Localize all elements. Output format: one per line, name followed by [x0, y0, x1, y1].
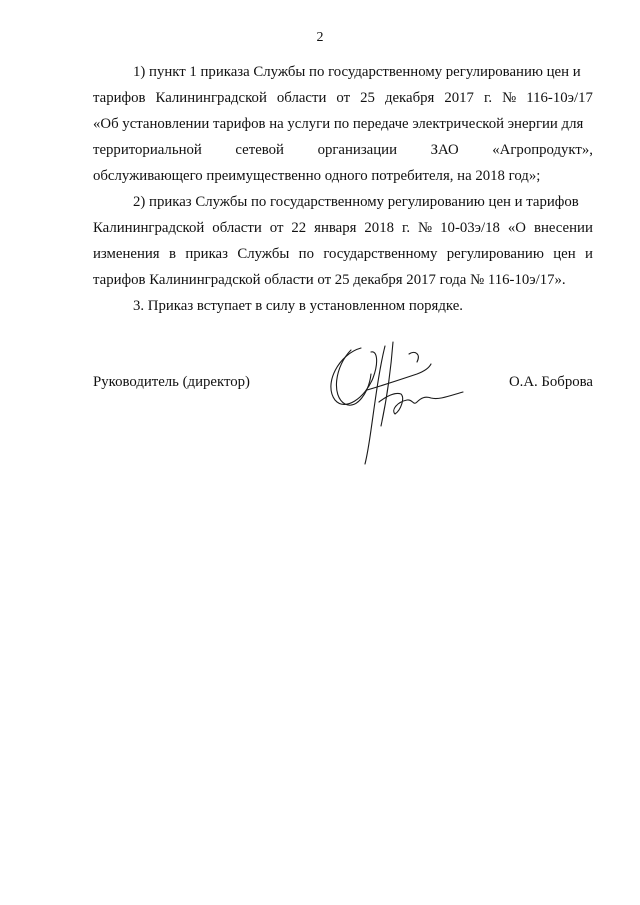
- text-line: обслуживающего преимущественно одного потребителя, на 2018 год»;: [93, 168, 541, 184]
- paragraph-2: [93, 189, 593, 293]
- handwritten-signature: [321, 340, 481, 470]
- text-line: «Об установлении тарифов на услуги по передаче электрической энергии для: [93, 116, 584, 132]
- text-line: Калининградской области от 22 января 2018 г. № 10-03э/18 «О внесении: [93, 220, 593, 236]
- text-line: 1) пункт 1 приказа Службы по государственному регулированию цен и: [133, 64, 581, 80]
- document-body: [93, 59, 593, 319]
- text-line: тарифов Калининградской области от 25 декабря 2017 года № 116-10э/17».: [93, 272, 566, 288]
- signature-block: [93, 370, 593, 470]
- page-number: 2: [316, 30, 324, 45]
- paragraph-3: [93, 293, 593, 319]
- text-line: территориальной сетевой организации ЗАО «Агропродукт»,: [93, 142, 593, 158]
- signatory-name: О.А. Боброва: [508, 374, 593, 390]
- text-line: тарифов Калининградской области от 25 декабря 2017 г. № 116-10э/17: [93, 90, 593, 106]
- signatory-role: Руководитель (директор): [93, 374, 250, 390]
- paragraph-1: [93, 59, 593, 189]
- text-line: 2) приказ Службы по государственному регулированию цен и тарифов: [133, 194, 579, 210]
- text-line: 3. Приказ вступает в силу в установленном порядке.: [133, 298, 463, 314]
- text-line: изменения в приказ Службы по государственному регулированию цен и: [93, 246, 593, 262]
